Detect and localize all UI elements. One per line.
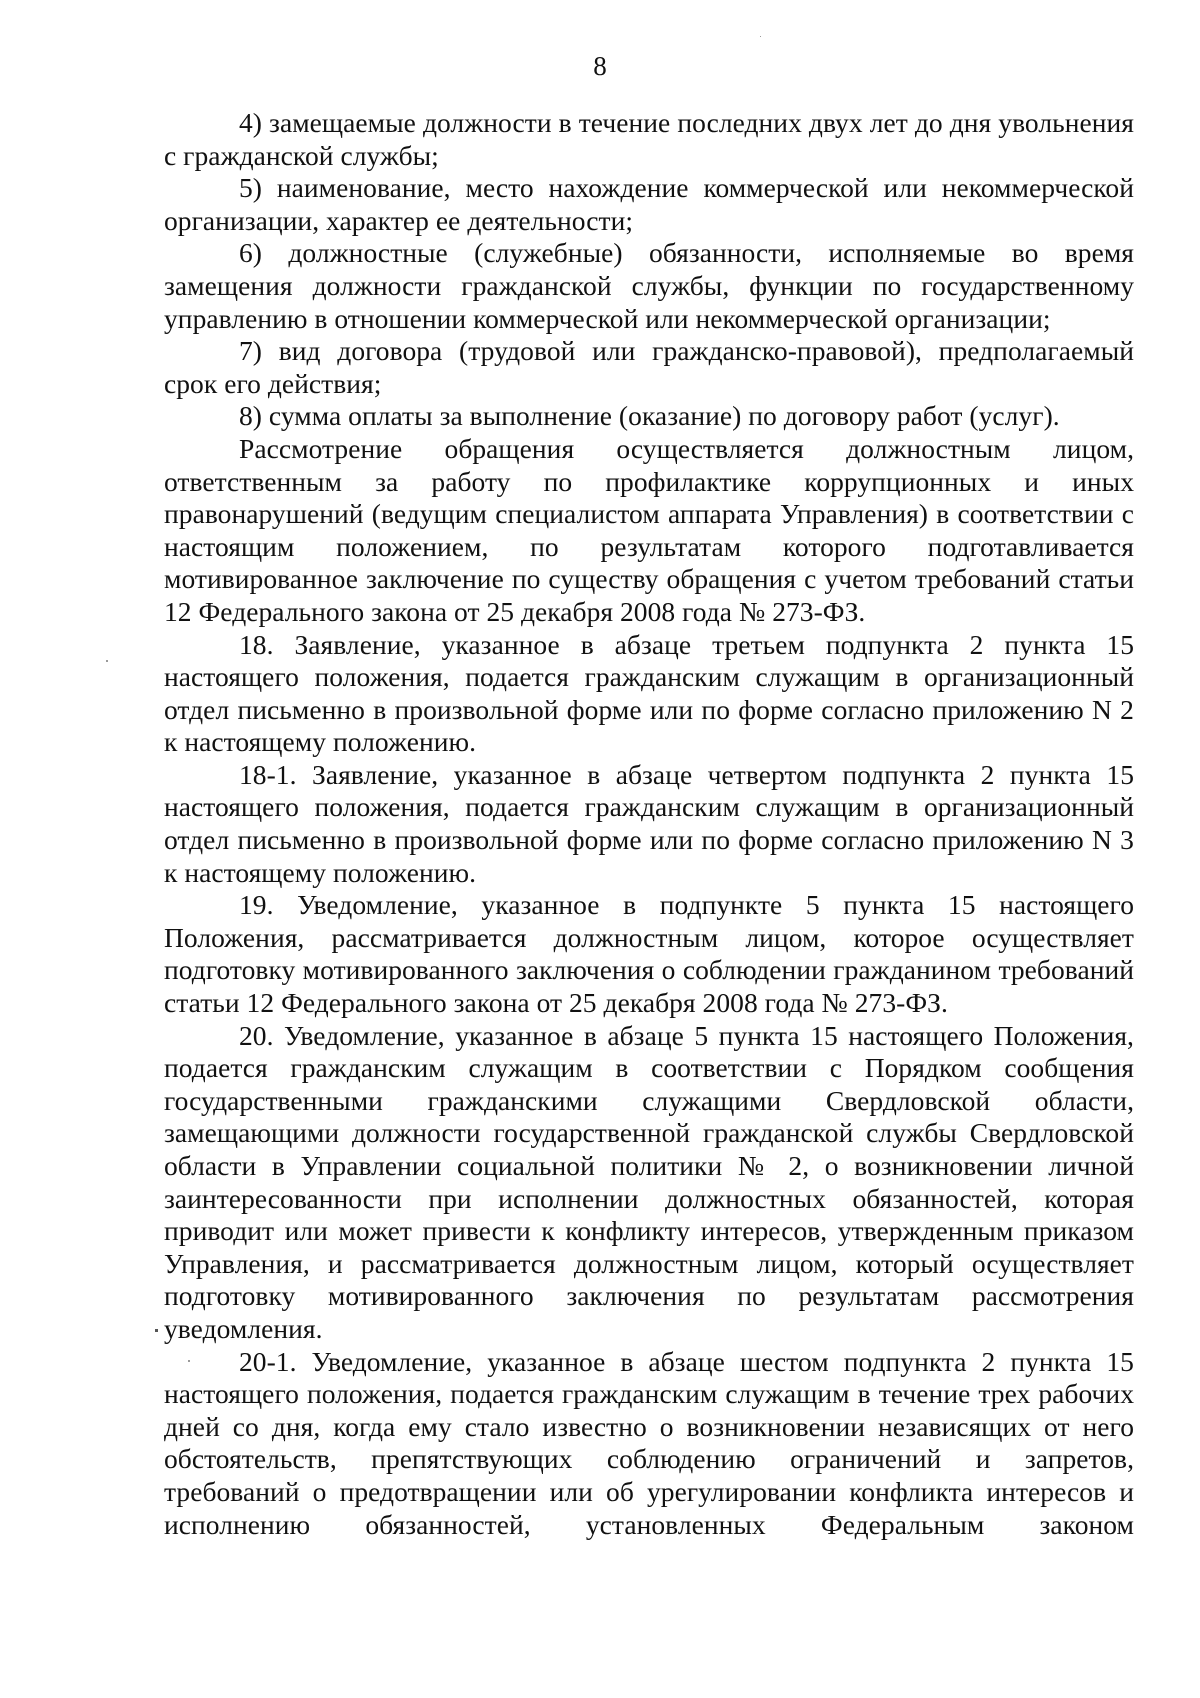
- paragraph-review-procedure: Рассмотрение обращения осуществляется должностным лицом, ответственным за работу по профилактике коррупционных и иных правонарушений (ведущим специалистом аппарата Управления) в соответствии с настоящим положением, по результатам которого подготавливается мотивированное заключение по существу обращения с учетом требований статьи 12 Федерального закона от 25 декабря 2008 года № 273-ФЗ.: [164, 432, 1134, 627]
- paragraph-item-8: 8) сумма оплаты за выполнение (оказание) по договору работ (услуг).: [239, 400, 1060, 432]
- paragraph-item-7: 7) вид договора (трудовой или гражданско-правовой), предполагаемый срок его действия;: [164, 335, 1134, 399]
- scan-speck: [155, 1329, 158, 1332]
- paragraph-clause-18-1: 18-1. Заявление, указанное в абзаце четвертом подпункта 2 пункта 15 настоящего положения, подается гражданским служащим в организационный отдел письменно в произвольной форме или по форме согласно приложению N 3 к настоящему положению.: [164, 758, 1134, 888]
- page-number: 8: [593, 51, 607, 81]
- paragraph-clause-20: 20. Уведомление, указанное в абзаце 5 пункта 15 настоящего Положения, подается гражданским служащим в соответствии с Порядком сообщения государственными гражданскими служащими Свердловской области, замещающими должности государственной гражданской службы Свердловской области в Управлении социальной политики № 2, о возникновении личной заинтересованности при исполнении должностных обязанностей, которая приводит или может привести к конфликту интересов, утвержденным приказом Управления, и рассматривается должностным лицом, который осуществляет подготовку мотивированного заключения по результатам рассмотрения уведомления.: [164, 1019, 1134, 1344]
- paragraph-item-4: 4) замещаемые должности в течение последних двух лет до дня увольнения с гражданской службы;: [164, 107, 1134, 171]
- document-body: [164, 107, 1134, 1541]
- paragraph-clause-19: 19. Уведомление, указанное в подпункте 5 пункта 15 настоящего Положения, рассматривается должностным лицом, которое осуществляет подготовку мотивированного заключения о соблюдении гражданином требований статьи 12 Федерального закона от 25 декабря 2008 года № 273-ФЗ.: [164, 889, 1134, 1019]
- paragraph-item-5: 5) наименование, место нахождение коммерческой или некоммерческой организации, характер ее деятельности;: [164, 172, 1134, 236]
- scan-speck: [106, 660, 108, 662]
- paragraph-item-6: 6) должностные (служебные) обязанности, исполняемые во время замещения должности гражданской службы, функции по государственному управлению в отношении коммерческой или некоммерческой организации;: [164, 237, 1134, 334]
- paragraph-clause-20-1: 20-1. Уведомление, указанное в абзаце шестом подпункта 2 пункта 15 настоящего положения, подается гражданским служащим в течение трех рабочих дней со дня, когда ему стало известно о возникновении независящих от него обстоятельств, препятствующих соблюдению ограничений и запретов, требований о предотвращении или об урегулировании конфликта интересов и исполнению обязанностей, установленных Федеральным законом: [164, 1345, 1134, 1540]
- scan-speck: [760, 36, 761, 37]
- scan-speck: [188, 1360, 190, 1362]
- paragraph-clause-18: 18. Заявление, указанное в абзаце третьем подпункта 2 пункта 15 настоящего положения, подается гражданским служащим в организационный отдел письменно в произвольной форме или по форме согласно приложению N 2 к настоящему положению.: [164, 628, 1134, 758]
